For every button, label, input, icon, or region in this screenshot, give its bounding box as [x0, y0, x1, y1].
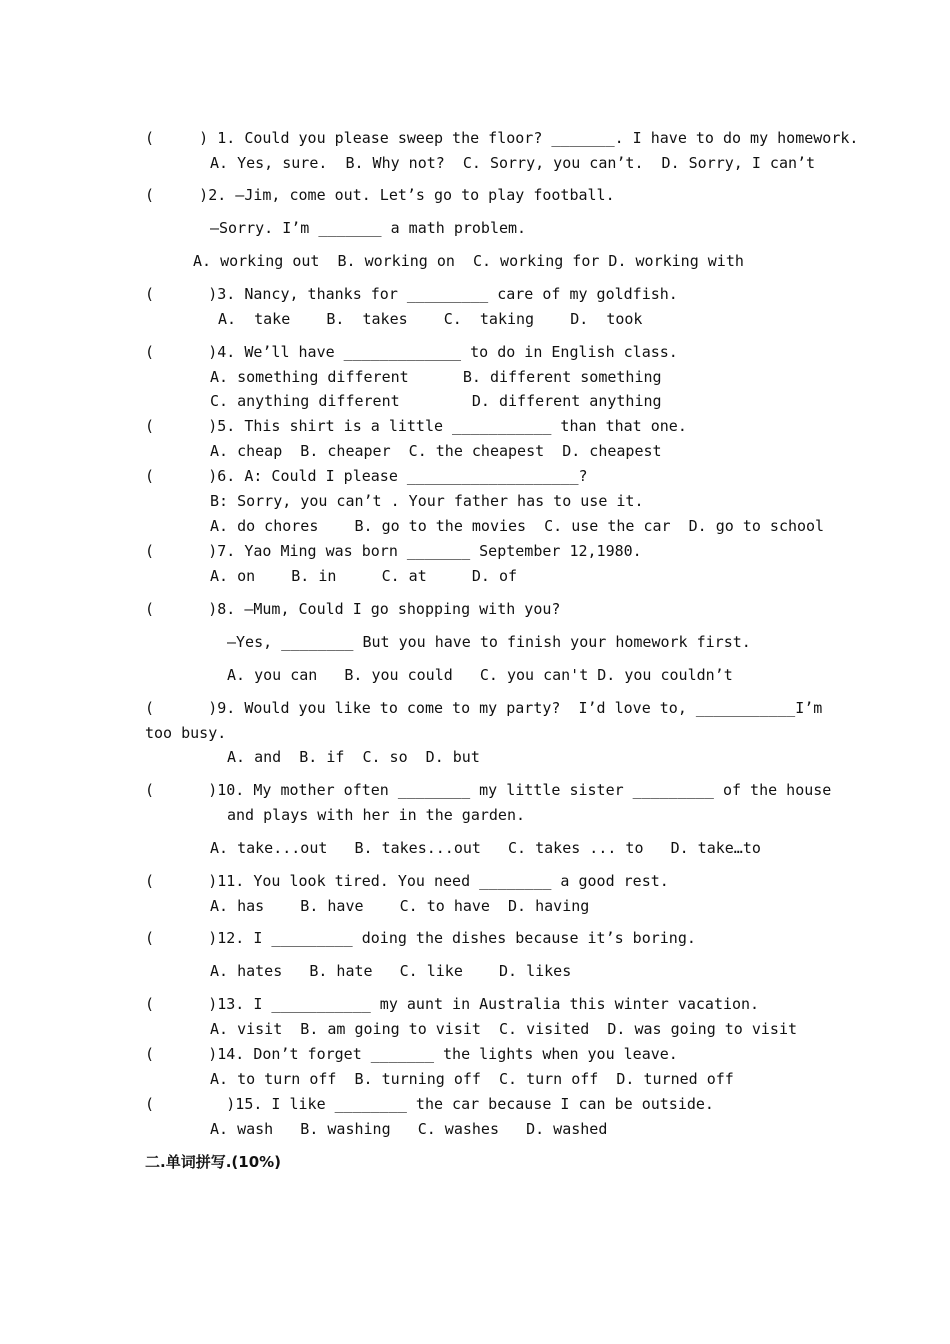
question-11-options: A. has B. have C. to have D. having: [210, 897, 590, 915]
question-9-stem: ( )9. Would you like to come to my party? I’d love to, ___________I’m: [145, 699, 823, 717]
question-4-options-2: C. anything different D. different anything: [210, 392, 662, 410]
question-10-options: A. take...out B. takes...out C. takes ... to D. take…to: [210, 839, 761, 857]
question-6-line: B: Sorry, you can’t . Your father has to use it.: [210, 492, 644, 510]
section-two-heading: 二.单词拼写.(10%): [145, 1153, 282, 1171]
question-6-stem: ( )6. A: Could I please ___________________?: [145, 467, 588, 485]
question-8-stem: ( )8. —Mum, Could I go shopping with you?: [145, 600, 561, 618]
question-9-continuation: too busy.: [145, 724, 227, 742]
question-3-options: A. take B. takes C. taking D. took: [218, 310, 643, 328]
question-1-stem: ( ) 1. Could you please sweep the floor? _______. I have to do my homework.: [145, 129, 859, 147]
question-4-stem: ( )4. We’ll have _____________ to do in English class.: [145, 343, 678, 361]
question-12-stem: ( )12. I _________ doing the dishes because it’s boring.: [145, 929, 696, 947]
question-5-stem: ( )5. This shirt is a little ___________ than that one.: [145, 417, 687, 435]
question-15-options: A. wash B. washing C. washes D. washed: [210, 1120, 608, 1138]
question-1-options: A. Yes, sure. B. Why not? C. Sorry, you can’t. D. Sorry, I can’t: [210, 154, 816, 172]
question-5-options: A. cheap B. cheaper C. the cheapest D. cheapest: [210, 442, 662, 460]
question-14-options: A. to turn off B. turning off C. turn off D. turned off: [210, 1070, 734, 1088]
question-7-stem: ( )7. Yao Ming was born _______ September 12,1980.: [145, 542, 642, 560]
question-14-stem: ( )14. Don’t forget _______ the lights when you leave.: [145, 1045, 678, 1063]
question-11-stem: ( )11. You look tired. You need ________ a good rest.: [145, 872, 669, 890]
question-3-stem: ( )3. Nancy, thanks for _________ care of my goldfish.: [145, 285, 678, 303]
question-7-options: A. on B. in C. at D. of: [210, 567, 518, 585]
question-13-options: A. visit B. am going to visit C. visited D. was going to visit: [210, 1020, 797, 1038]
question-8-options: A. you can B. you could C. you can't D. you couldn’t: [227, 666, 733, 684]
question-12-options: A. hates B. hate C. like D. likes: [210, 962, 572, 980]
question-10-continuation: and plays with her in the garden.: [227, 806, 526, 824]
question-2-stem: ( )2. —Jim, come out. Let’s go to play football.: [145, 186, 615, 204]
question-2-options: A. working out B. working on C. working for D. working with: [193, 252, 744, 270]
question-6-options: A. do chores B. go to the movies C. use the car D. go to school: [210, 517, 825, 535]
question-15-stem: ( )15. I like ________ the car because I can be outside.: [145, 1095, 714, 1113]
question-2-line: —Sorry. I’m _______ a math problem.: [210, 219, 527, 237]
question-13-stem: ( )13. I ___________ my aunt in Australia this winter vacation.: [145, 995, 760, 1013]
question-4-options-1: A. something different B. different something: [210, 368, 662, 386]
question-9-options: A. and B. if C. so D. but: [227, 748, 480, 766]
question-10-stem: ( )10. My mother often ________ my little sister _________ of the house: [145, 781, 832, 799]
question-8-line: —Yes, ________ But you have to finish your homework first.: [227, 633, 751, 651]
